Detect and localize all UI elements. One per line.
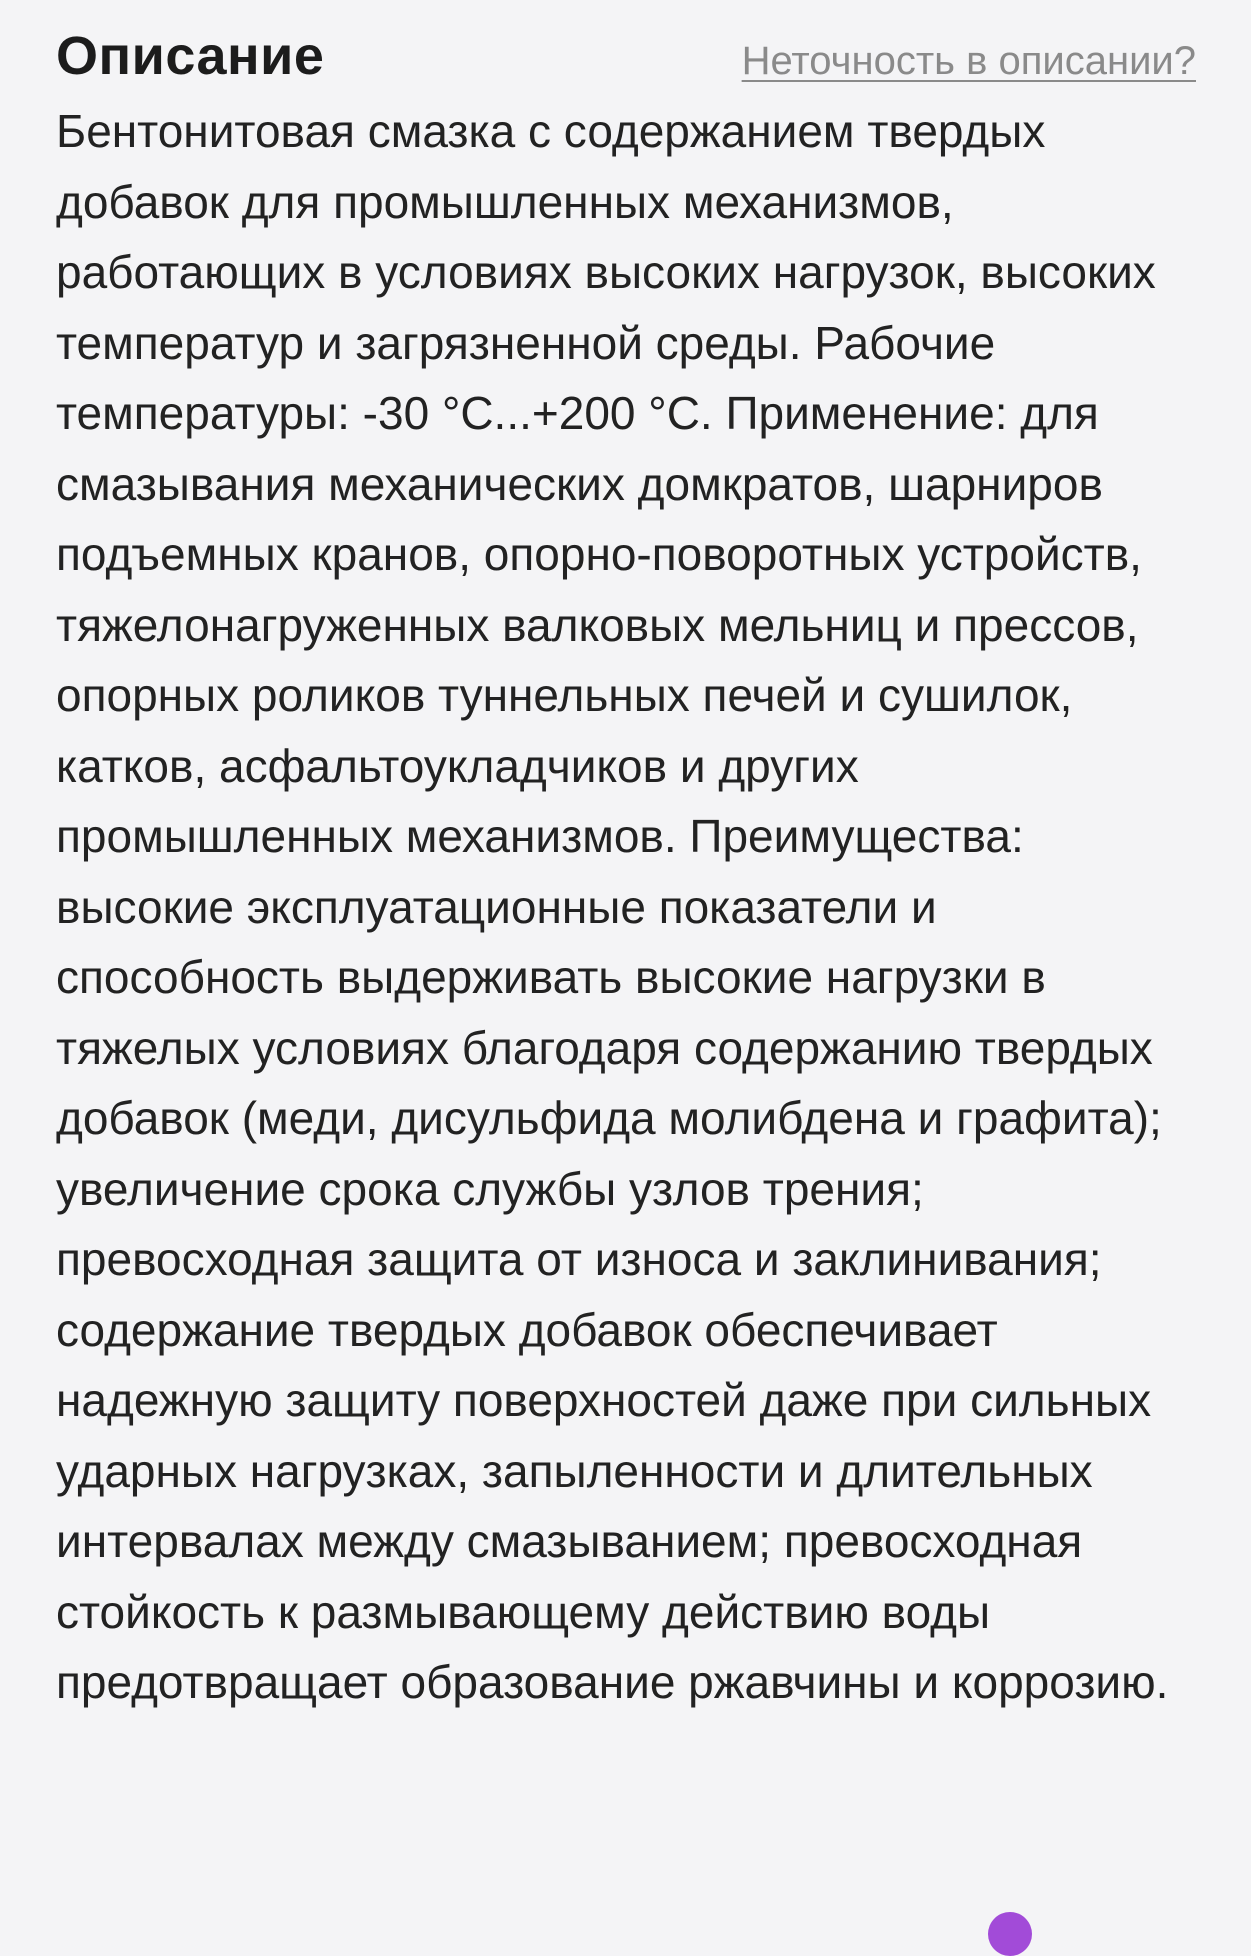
report-inaccuracy-link[interactable]: Неточность в описании? — [741, 39, 1196, 83]
description-section — [56, 24, 1196, 1718]
description-header — [56, 24, 1196, 88]
description-body — [56, 96, 1196, 1718]
section-title: Описание — [56, 26, 325, 86]
description-text: Бентонитовая смазка с содержанием твердых добавок для промышленных механизмов, работающих в условиях высоких нагрузок, высоких температур и загрязненной среды. Рабочие температуры: -30 °С...+200 °С. Применение: для смазывания механических домкратов, шарниров подъемных кранов, опорно-поворотных устройств, тяжелонагруженных валковых мельниц и прессов, опорных роликов туннельных печей и сушилок, катков, асфальтоукладчиков и других промышленных механизмов. Преимущества: высокие эксплуатационные показатели и способность выдерживать высокие нагрузки в тяжелых условиях благодаря содержанию твердых добавок (меди, дисульфида молибдена и графита); увеличение срока службы узлов трения; превосходная защита от износа и заклинивания; содержание твердых добавок обеспечивает надежную защиту поверхностей даже при сильных ударных нагрузках, запыленности и длительных интервалах между смазыванием; превосходная стойкость к размывающему действию воды предотвращает образование ржавчины и коррозию. — [56, 105, 1169, 1708]
floating-action-button[interactable] — [988, 1912, 1032, 1956]
